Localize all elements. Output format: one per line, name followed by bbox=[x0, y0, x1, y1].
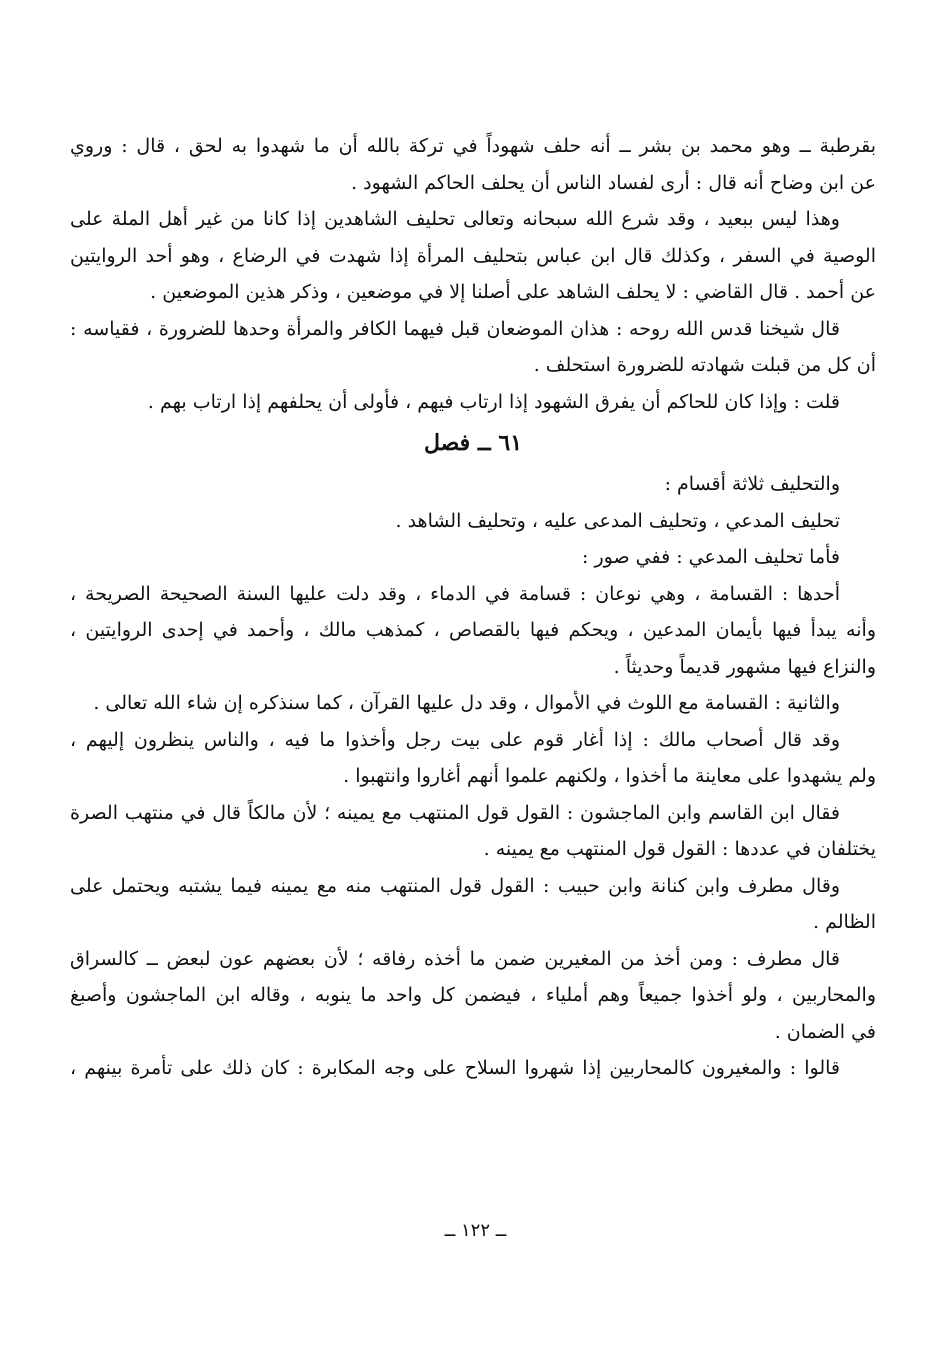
text-line: يختلفان في عددها : القول قول المنتهب مع يمينه . bbox=[483, 838, 876, 860]
text-line: قال مطرف : ومن أخذ من المغيرين ضمن ما أخذه رفاقه ؛ لأن بعضهم عون لبعض ــ كالسراق bbox=[70, 947, 840, 970]
text-line: والتحليف ثلاثة أقسام : bbox=[664, 473, 840, 495]
text-line: بقرطبة ــ وهو محمد بن بشر ــ أنه حلف شهوداً في تركة بالله أن ما شهدوا به لحق ، قال : وروي bbox=[70, 135, 876, 157]
text-line: تحليف المدعي ، وتحليف المدعى عليه ، وتحليف الشاهد . bbox=[395, 509, 840, 532]
text-line: فأما تحليف المدعي : ففي صور : bbox=[582, 546, 840, 568]
text-line: عن ابن وضاح أنه قال : أرى لفساد الناس أن يحلف الحاكم الشهود . bbox=[351, 171, 876, 194]
text-line: الوصية في السفر ، وكذلك قال ابن عباس بتحليف المرأة إذا شهدت في الرضاع ، وهو أحد الروايتين bbox=[70, 244, 876, 267]
text-line: والثانية : القسامة مع اللوث في الأموال ، وقد دل عليها القرآن ، كما سنذكره إن شاء الله تعالى . bbox=[93, 692, 840, 714]
text-line: عن أحمد . قال القاضي : لا يحلف الشاهد على أصلنا إلا في موضعين ، وذكر هذين الموضعين . bbox=[150, 281, 876, 303]
text-line: أحدها : القسامة ، وهي نوعان : قسامة في الدماء ، وقد دلت عليها السنة الصحيحة الصريحة ، bbox=[70, 582, 840, 605]
text-line: وأنه يبدأ فيها بأيمان المدعين ، ويحكم فيها بالقصاص ، كمذهب مالك ، وأحمد في إحدى الروايتين ، bbox=[70, 619, 876, 641]
text-line: وقال مطرف وابن كنانة وابن حبيب : القول قول المنتهب منه مع يمينه فيما يشتبه ويحتمل على bbox=[70, 874, 840, 897]
text-line: والمحاربين ، ولو أخذوا جميعاً وهم أملياء ، فيضمن كل واحد ما ينوبه ، وقاله ابن الماجشون وأصبغ bbox=[70, 984, 876, 1006]
text-line: أن كل من قبلت شهادته للضرورة استحلف . bbox=[533, 354, 876, 376]
text-line: فقال ابن القاسم وابن الماجشون : القول قول المنتهب مع يمينه ؛ لأن مالكاً قال في منتهب الصرة bbox=[70, 801, 840, 824]
text-body bbox=[70, 128, 876, 1087]
page-number: ــ ١٢٢ ــ bbox=[444, 1220, 507, 1241]
section-heading: ٦١ ــ فصل bbox=[423, 430, 523, 456]
text-line: قلت : وإذا كان للحاكم أن يفرق الشهود إذا ارتاب فيهم ، فأولى أن يحلفهم إذا ارتاب بهم . bbox=[147, 390, 840, 413]
text-line: وهذا ليس ببعيد ، وقد شرع الله سبحانه وتعالى تحليف الشاهدين إذا كانا من غير أهل الملة على bbox=[70, 208, 840, 230]
text-line: وقد قال أصحاب مالك : إذا أغار قوم على بيت رجل وأخذوا ما فيه ، والناس ينظرون إليهم ، bbox=[70, 728, 840, 751]
text-line: في الضمان . bbox=[774, 1020, 876, 1043]
text-line: قالوا : والمغيرون كالمحاربين إذا شهروا السلاح على وجه المكابرة : كان ذلك على تأمرة بينهم ، bbox=[70, 1057, 840, 1079]
text-line: قال شيخنا قدس الله روحه : هذان الموضعان قبل فيهما الكافر والمرأة وحدها للضرورة ، فقياسه : bbox=[70, 317, 840, 340]
text-line: والنزاع فيها مشهور قديماً وحديثاً . bbox=[613, 655, 876, 678]
text-line: ولم يشهدوا على معاينة ما أخذوا ، ولكنهم علموا أنهم أغاروا وانتهبوا . bbox=[343, 765, 876, 787]
text-line: الظالم . bbox=[813, 911, 876, 933]
